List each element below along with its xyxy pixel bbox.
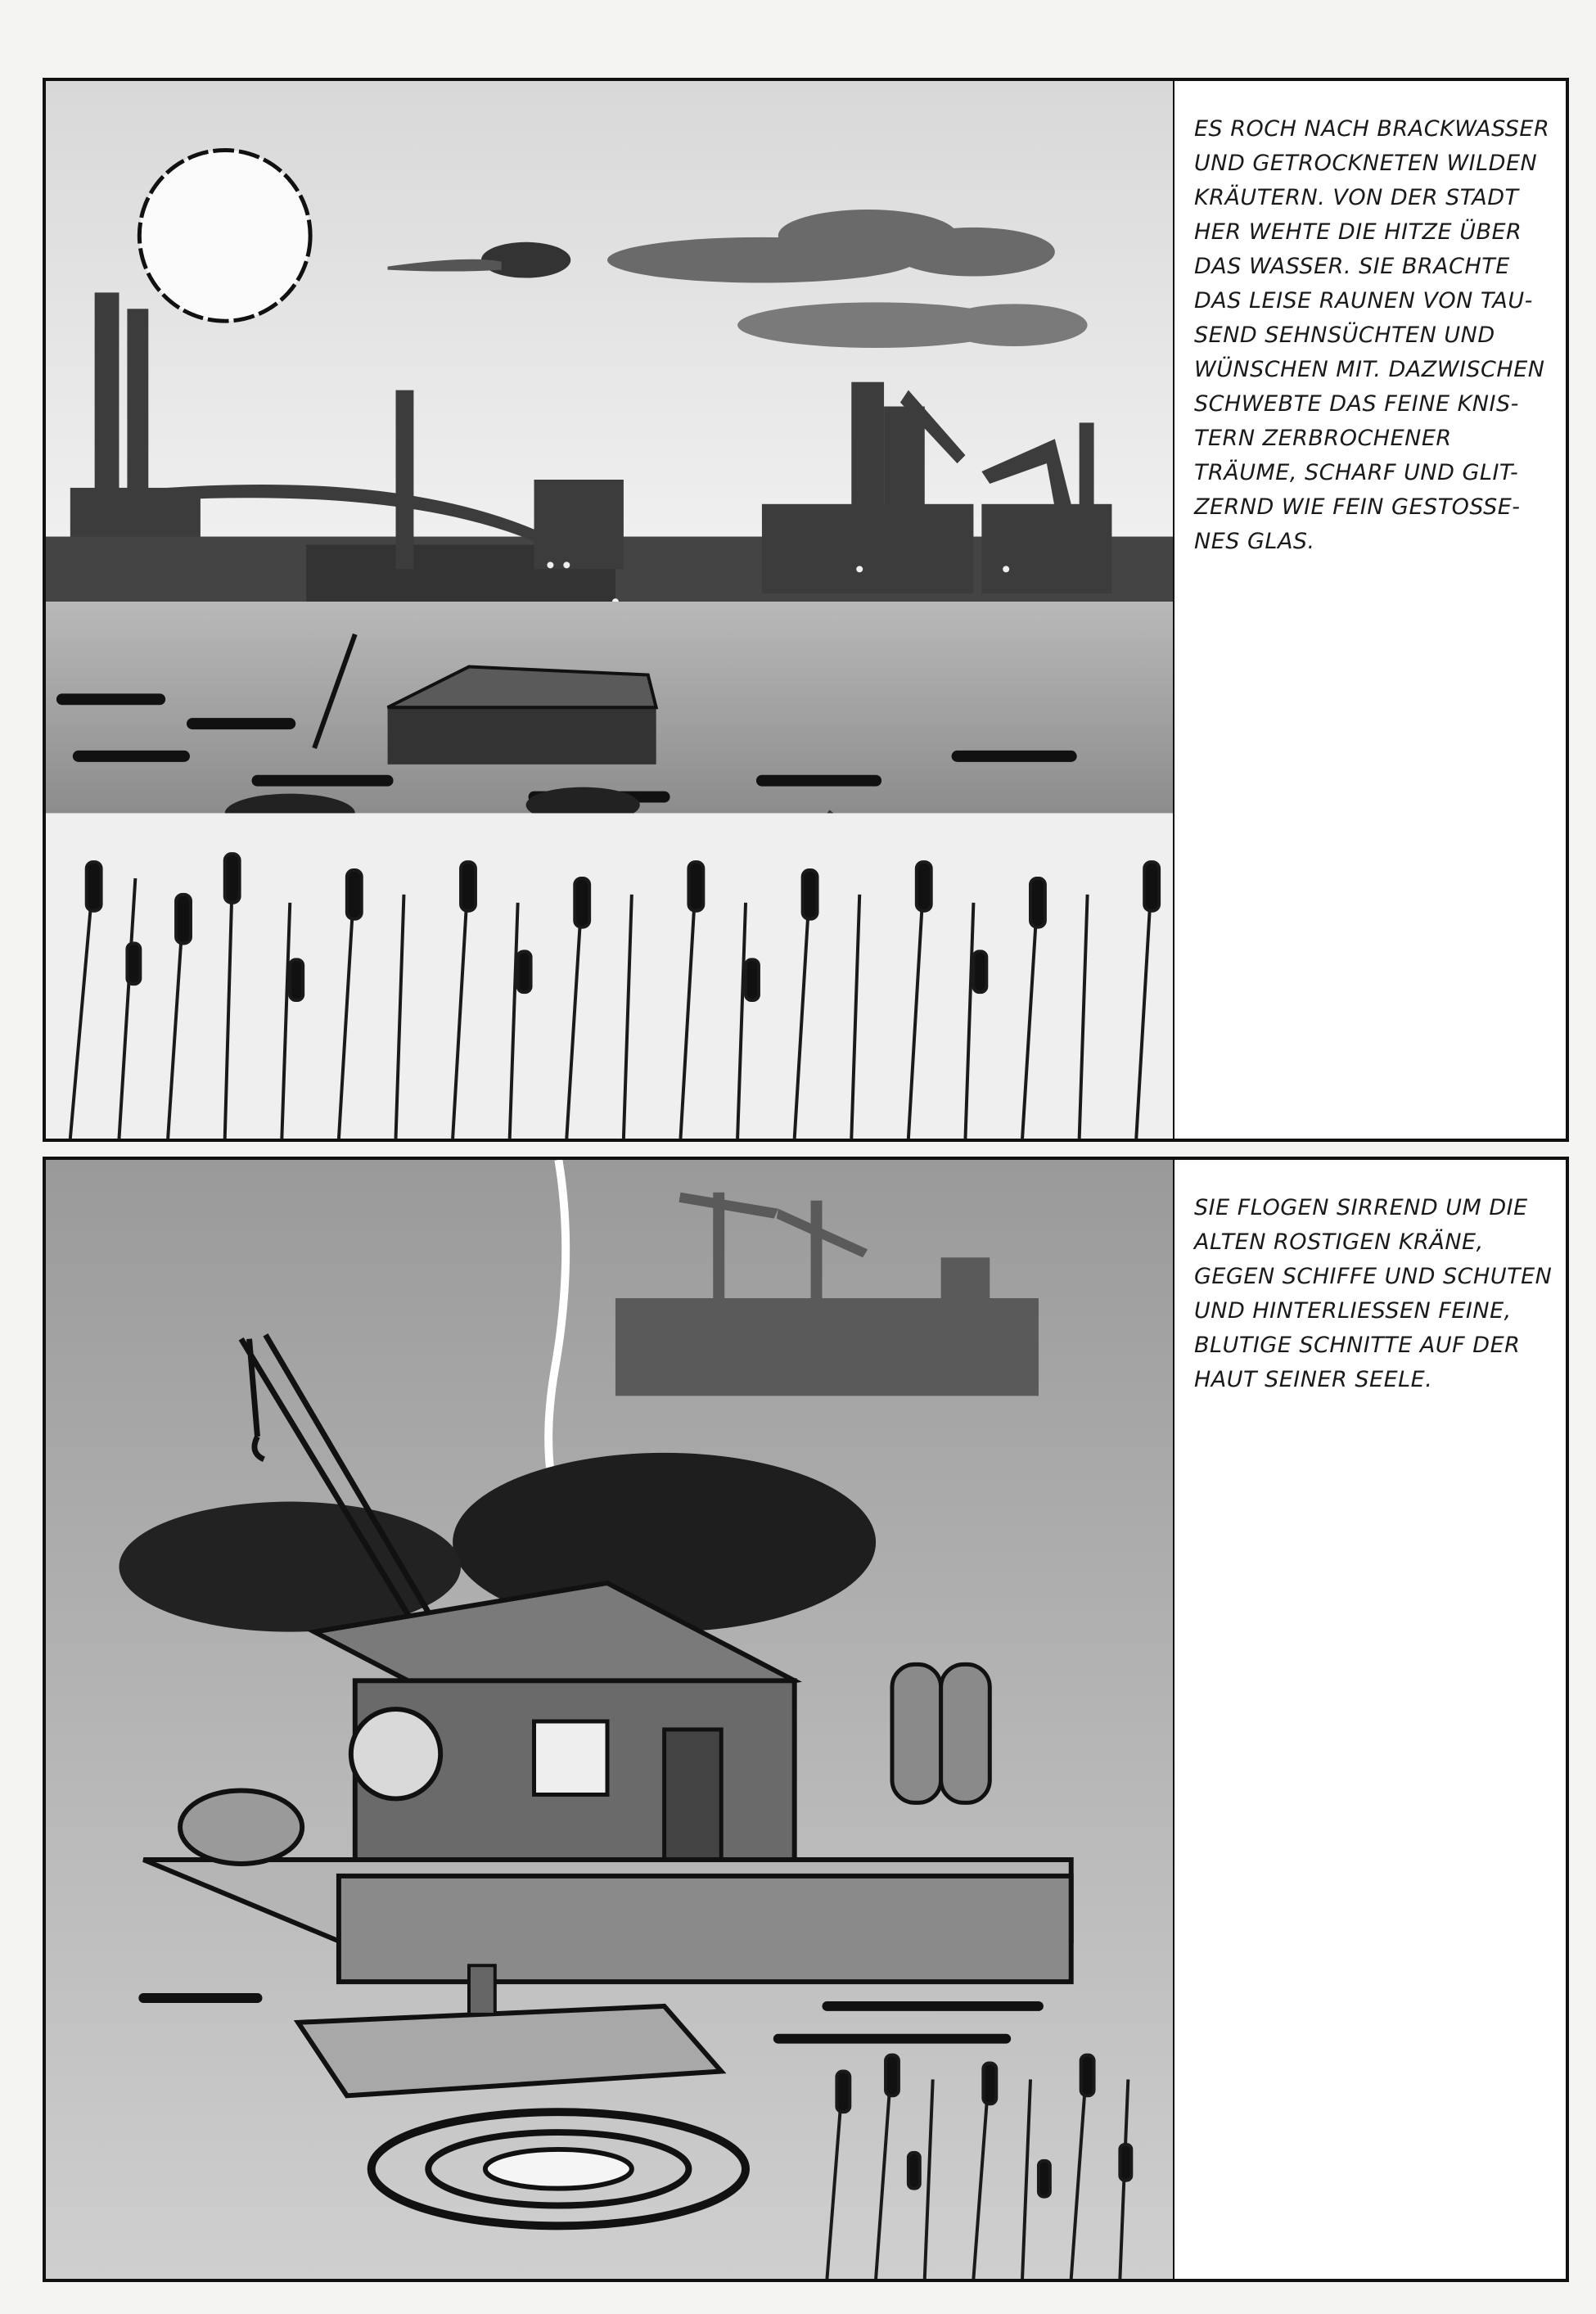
caption-line: NES GLAS. <box>1194 529 1315 554</box>
caption-line: TRÄUME, SCHARF UND GLIT- <box>1194 460 1519 485</box>
panel-2-caption <box>1194 1191 1554 1397</box>
caption-line: DAS LEISE RAUNEN VON TAU- <box>1194 288 1533 313</box>
panel-1-artwork <box>43 78 1176 1142</box>
caption-line: WÜNSCHEN MIT. DAZWISCHEN <box>1194 357 1545 382</box>
sun <box>139 150 310 321</box>
caption-line: KRÄUTERN. VON DER STADT <box>1194 185 1519 210</box>
caption-line: SEND SEHNSÜCHTEN UND <box>1194 323 1495 348</box>
caption-line: SCHWEBTE DAS FEINE KNIS- <box>1194 391 1519 417</box>
caption-line: HAUT SEINER SEELE. <box>1194 1367 1433 1392</box>
caption-line: HER WEHTE DIE HITZE ÜBER <box>1194 219 1522 245</box>
caption-line: UND HINTERLIESSEN FEINE, <box>1194 1298 1512 1324</box>
caption-line: ZERND WIE FEIN GESTOSSE- <box>1194 494 1521 520</box>
caption-line: SIE FLOGEN SIRREND UM DIE <box>1194 1195 1528 1220</box>
caption-line: DAS WASSER. SIE BRACHTE <box>1194 254 1510 279</box>
caption-line: ES ROCH NACH BRACKWASSER <box>1194 116 1550 142</box>
panel-1-caption <box>1194 112 1554 559</box>
caption-line: ALTEN ROSTIGEN KRÄNE, <box>1194 1229 1484 1255</box>
panel-2-artwork <box>43 1157 1176 2282</box>
caption-line: UND GETROCKNETEN WILDEN <box>1194 151 1538 176</box>
panel-2-caption-box <box>1174 1157 1569 2282</box>
harbor-illustration <box>46 81 1173 1139</box>
reed-bank <box>46 813 1173 1139</box>
caption-line: BLUTIGE SCHNITTE AUF DER <box>1194 1333 1521 1358</box>
caption-line: TERN ZERBROCHENER <box>1194 426 1452 451</box>
caption-line: GEGEN SCHIFFE UND SCHUTEN <box>1194 1264 1553 1289</box>
houseboat-illustration <box>46 1160 1173 2279</box>
panel-1-caption-box <box>1174 78 1569 1142</box>
